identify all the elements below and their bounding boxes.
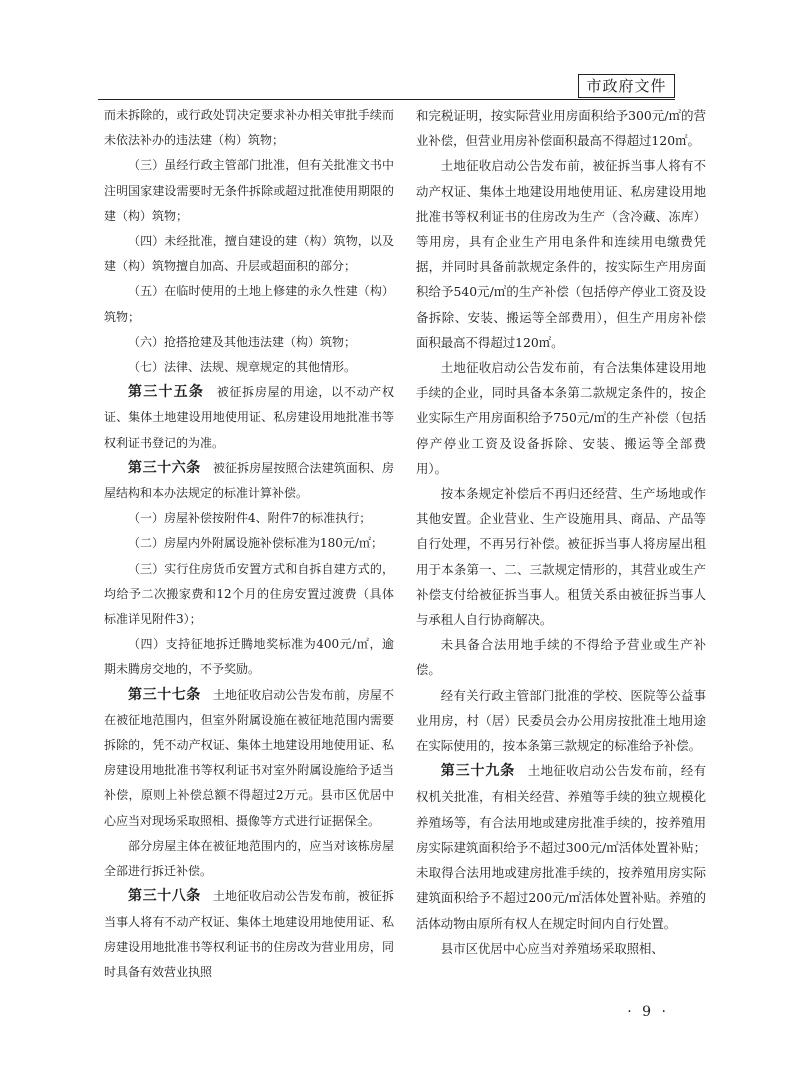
paragraph-11: （三）实行住房货币安置方式和自拆自建方式的，均给予二次搬家费和12个月的住房安置过渡费（具体标准详见附件3）；	[104, 561, 394, 627]
paragraph-r6: 经有关行政主管部门批准的学校、医院等公益事业用房，村（居）民委员会办公用房按批准土地用途在实际使用的，按本条第三款规定的标准给予补偿。	[416, 687, 706, 754]
paragraph-article-37: 第三十七条 土地征收启动公告发布前，房屋不在被征地范围内，但室外附属设施在被征地范围内需要拆除的，凭不动产权证、集体土地建设用地使用证、私房建设用地批准书等权利证书对室外附属设施给予适当补偿，原则上补偿总额不得超过2万元。县市区优居中心应当对现场采取照相、摄像等方式进行证据保全。	[104, 686, 394, 828]
paragraph-r2: 土地征收启动公告发布前，被征拆当事人将有不动产权证、集体土地建设用地使用证、私房建设用地批准书等权利证书的住房改为生产（含冷藏、冻库）等用房，具有企业生产用电条件和连续用电缴费凭据，并同时具备前款规定条件的，按实际生产用房面积给予540元/㎡的生产补偿（包括停产停业工资及设备拆除、安装、搬运等全部费用），但生产用房补偿面积最高不得超过120㎡。	[416, 158, 706, 350]
paragraph-r5: 未具备合法用地手续的不得给予营业或生产补偿。	[416, 637, 706, 678]
paragraph-continued: 和完税证明，按实际营业用房面积给予300元/㎡的营业补偿，但营业用房补偿面积最高不得超过120㎡。	[416, 108, 706, 149]
paragraph-article-39: 第三十九条 土地征收启动公告发布前，经有权机关批准，有相关经营、养殖等手续的独立规模化养殖场等，有合法用地或建房批准手续的，按养殖用房实际建筑面积给予不超过300元/㎡活体处置补贴；未取得合法用地或建房批准手续的，按养殖用房实际建筑面积给予不超过200元/㎡活体处置补贴。养殖的活体动物由原所有权人在规定时间内自行处置。	[416, 763, 707, 931]
article-heading: 第三十五条	[128, 384, 205, 401]
right-column	[416, 103, 706, 961]
left-column	[104, 103, 394, 985]
paragraph-4: （五）在临时使用的土地上修建的永久性建（构）筑物；	[104, 284, 394, 324]
paragraph-article-36: 第三十六条 被征拆房屋按照合法建筑面积、房屋结构和本办法规定的标准计算补偿。	[104, 459, 394, 501]
article-heading: 第三十九条	[440, 763, 516, 780]
paragraph-r3: 土地征收启动公告发布前，有合法集体建设用地手续的企业，同时具备本条第二款规定条件的，按企业实际生产用房面积给予750元/㎡的生产补偿（包括停产停业工资及设备拆除、安装、搬运等全部费用）。	[416, 360, 706, 476]
header-rule	[98, 99, 675, 100]
paragraph-article-35: 第三十五条 被征拆房屋的用途，以不动产权证、集体土地建设用地使用证、私房建设用地批准书等权利证书登记的为准。	[104, 384, 394, 450]
paragraph-14: 部分房屋主体在被征地范围内的，应当对该栋房屋全部进行拆迁补偿。	[104, 838, 394, 879]
article-heading: 第三十七条	[128, 686, 201, 703]
paragraph-9: （一）房屋补偿按附件4、附件7的标准执行；	[128, 511, 372, 526]
paragraph-3: （四）未经批准，擅自建设的建（构）筑物，以及建（构）筑物擅自加高、升层或超面积的部分；	[104, 234, 394, 274]
page-number: · 9 ·	[627, 1004, 669, 1020]
paragraph-10: （二）房屋内外附属设施补偿标准为180元/㎡；	[128, 536, 383, 551]
paragraph-1: 而未拆除的，或行政处罚决定要求补办相关审批手续而未依法补办的违法建（构）筑物；	[104, 108, 394, 148]
section-label: 市政府文件	[578, 74, 675, 98]
paragraph-article-38: 第三十八条 土地征收启动公告发布前，被征拆当事人将有不动产权证、集体土地建设用地使用证、私房建设用地批准书等权利证书的住房改为营业用房，同时具备有效营业执照	[104, 888, 394, 979]
article-heading: 第三十六条	[128, 459, 201, 476]
paragraph-r4: 按本条规定补偿后不再归还经营、生产场地或作其他安置。企业营业、生产设施用具、商品、产品等自行处理，不再另行补偿。被征拆当事人将房屋出租用于本条第一、二、三款规定情形的，其营业或生产补偿支付给被征拆当事人。租赁关系由被征拆当事人与承租人自行协商解决。	[416, 486, 706, 628]
paragraph-r8: 县市区优居中心应当对养殖场采取照相、	[440, 940, 664, 956]
paragraph-12: （四）支持征地拆迁腾地奖标准为400元/㎡，逾期未腾房交地的，不予奖励。	[104, 637, 394, 677]
article-heading: 第三十八条	[128, 888, 201, 905]
paragraph-6: （七）法律、法规、规章规定的其他情形。	[128, 360, 357, 375]
paragraph-5: （六）抢搭抢建及其他违法建（构）筑物；	[128, 334, 357, 349]
paragraph-2: （三）虽经行政主管部门批准，但有关批准文书中注明国家建设需要时无条件拆除或超过批准使用期限的建（构）筑物；	[104, 158, 394, 223]
